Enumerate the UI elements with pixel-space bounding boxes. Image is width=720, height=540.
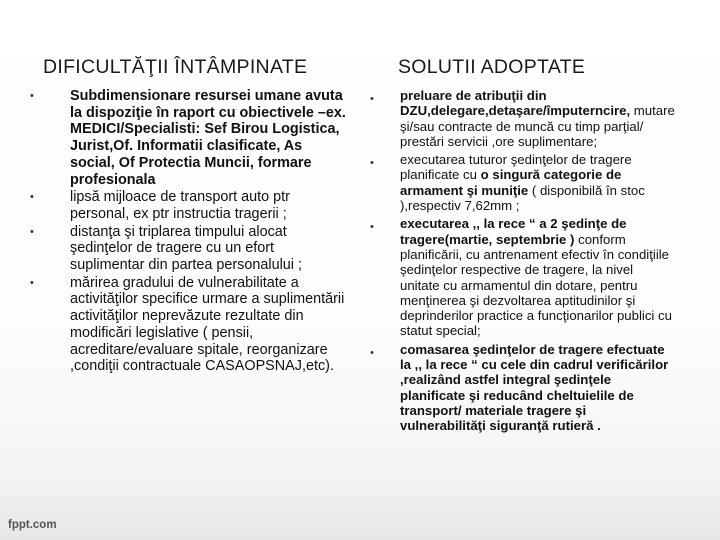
bullet-icon: • xyxy=(370,93,374,105)
heading-difficulties: DIFICULTĂŢII ÎNTÂMPINATE xyxy=(43,56,308,78)
solutions-list xyxy=(370,88,675,434)
bullet-icon: • xyxy=(370,346,374,359)
list-item xyxy=(370,152,675,213)
list-item xyxy=(30,224,350,274)
solution-normal-text: mutare şi/sau contracte de muncă cu timp parţial/ prestări servicii ,ore suplimentare; xyxy=(400,103,675,149)
solution-bold-text: preluare de atribuţii din DZU,delegare,detaşare/împuterncire, xyxy=(400,88,631,119)
heading-solutions: SOLUTII ADOPTATE xyxy=(398,56,586,78)
solution-normal-text: conform planificării, cu antrenament efectiv în condiţiile şedinţelor respective de tragere, la nivel unitate cu armamentul din dotare, pentru menţinerea şi dezvoltarea aptitudinilor şi deprinderilor practice a funcţionarilor publici cu statut special; xyxy=(400,231,672,339)
list-item xyxy=(30,189,350,222)
footer-brand: fppt.com xyxy=(8,519,57,531)
difficulty-text: Subdimensionare resursei umane avuta la dispoziţie în raport cu obiectivele –ex. MEDICI/Specialisti: Sef Birou Logistica, Jurist,Of. Informatii clasificate, As social, Of Protectia Muncii, formare profesionala xyxy=(70,88,346,188)
solution-text xyxy=(400,216,675,338)
solution-text: comasarea şedinţelor de tragere efectuate la ,, la rece “ cu cele din cadrul verificărilor ,realizând astfel integral şedinţele planificate şi reducând cheltuielile de transport/ materiale tragere şi vulnerabilităţi siguranţă rutieră . xyxy=(400,341,669,434)
solution-normal-text: ( disponibilă în stoc ),respectiv 7,62mm ; xyxy=(400,182,645,214)
solution-bold-text: executarea ,, la rece “ a 2 şedinţe de tragere(martie, septembrie ) xyxy=(400,216,627,247)
list-item xyxy=(30,275,350,375)
list-item xyxy=(370,216,675,338)
solution-text xyxy=(400,152,675,213)
solution-text xyxy=(400,88,675,149)
list-item xyxy=(30,88,350,188)
list-item xyxy=(370,342,675,434)
bullet-icon: • xyxy=(30,191,34,204)
difficulty-text: lipsă mijloace de transport auto ptr personal, ex ptr instructia tragerii ; xyxy=(70,189,290,222)
bullet-icon: • xyxy=(30,276,34,289)
bullet-icon: • xyxy=(370,157,374,170)
solution-bold-text: o singură categorie de armament şi muniţie xyxy=(400,167,622,198)
bullet-icon: • xyxy=(30,225,34,238)
bullet-icon: • xyxy=(370,221,374,234)
solution-normal-text: executarea tuturor şedinţelor de tragere planificate cu xyxy=(400,152,632,183)
list-item xyxy=(370,88,675,149)
difficulty-text: mărirea gradului de vulnerabilitate a activităţilor specifice urmare a suplimentării activităţilor neprevăzute rezultate din modificări legislative ( pensii, acreditare/evaluare spitale, reorganizare ,condiţii contractuale CASAOPSNAJ,etc). xyxy=(70,274,345,375)
bullet-icon: • xyxy=(30,90,34,102)
difficulty-text: distanţa şi triplarea timpului alocat şedinţelor de tragere cu un efort suplimentar din partea personalului ; xyxy=(70,223,302,274)
difficulties-list xyxy=(30,88,350,375)
